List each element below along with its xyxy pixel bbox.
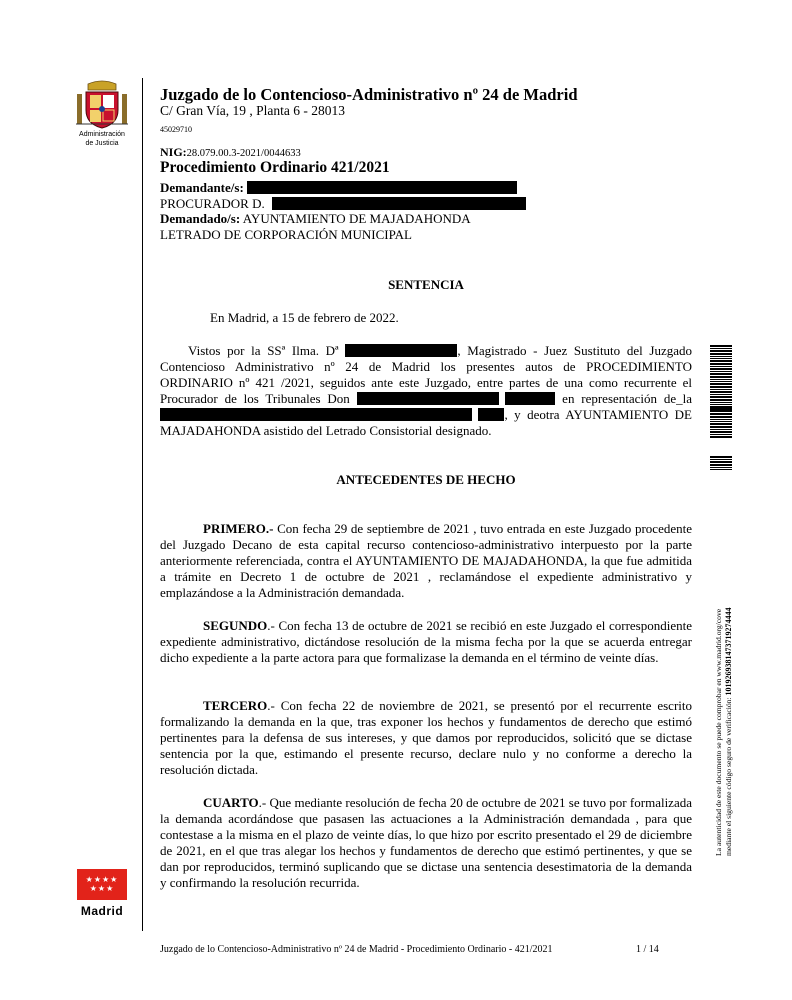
barcode-stripe [710, 464, 732, 466]
segundo-paragraph: SEGUNDO.- Con fecha 13 de octubre de 2021 se recibió en este Juzgado el correspondiente expediente administrativo, dictándose resolución de la misma fecha por la que se acuerda entregar dicho expediente a la parte actora para que formalizase la demanda en el término de veinte días. [160, 618, 692, 665]
barcode-stripe [710, 456, 732, 458]
barcode-stripe [710, 421, 732, 422]
barcode-stripe [710, 350, 732, 351]
barcode-top [710, 345, 732, 405]
flag-stars: ★★★★★★★ [85, 875, 119, 893]
barcode-small [710, 456, 732, 470]
court-address: C/ Gran Vía, 19 , Planta 6 - 28013 [160, 103, 345, 118]
lawyer-line: LETRADO DE CORPORACIÓN MUNICIPAL [160, 227, 412, 242]
barcode-stripe [710, 431, 732, 433]
barcode-stripe [710, 345, 732, 347]
barcode-stripe [710, 371, 732, 372]
nig-line: NIG:28.079.00.3-2021/0044633 [160, 145, 301, 159]
barcode-stripe [710, 461, 732, 462]
redaction-bar [357, 392, 499, 405]
tercero-paragraph: TERCERO.- Con fecha 22 de noviembre de 2021, se presentó por el recurrente escrito formalizando la demanda en la que, tras exponer los hechos y fundamentos de derecho que estimó pertinentes para la defensa de sus intereses, y que damos por reproducidos, solicitó que se dictase sentencia por la que, estimando el presente recurso, declare nulo y no conforme a derecho la resolución dictada. [160, 698, 692, 777]
barcode-stripe [710, 423, 732, 425]
barcode-stripe [710, 358, 732, 359]
cuarto-paragraph: CUARTO.- Que mediante resolución de fecha 20 de octubre de 2021 se tuvo por formalizada la demanda acordándose que pasasen las actuaciones a la Administración demandada , para que contestase a la misma en el plazo de veinte días, lo que hizo por escrito presentado el 29 de diciembre de 2021, en el que tras alegar los hechos y fundamentos de derecho que estimó pertinentes, y que se dan por reproducidos, terminó suplicando que se dictase una sentencia desestimatoria de la demanda y confirmando la resolución recurrida. [160, 795, 692, 890]
footer-text: Juzgado de lo Contencioso-Administrativo nº 24 de Madrid - Procedimiento Ordinario - 421/2021 [160, 944, 553, 955]
barcode-stripe [710, 353, 732, 355]
barcode-stripe [710, 391, 732, 393]
date-line: En Madrid, a 15 de febrero de 2022. [210, 310, 399, 325]
barcode-stripe [710, 396, 732, 397]
barcode-stripe [710, 416, 732, 418]
barcode-stripe [710, 429, 732, 430]
redaction-bar [272, 197, 526, 210]
barcode-stripe [710, 368, 732, 370]
barcode-stripe [710, 459, 732, 460]
barcode-stripe [710, 434, 732, 435]
barcode-stripe [710, 467, 732, 468]
redaction-bar [505, 392, 555, 405]
barcode-stripe [710, 366, 732, 367]
coat-of-arms-icon [76, 80, 128, 130]
page-number: 1 / 14 [636, 944, 659, 955]
redaction-bar [160, 408, 472, 421]
barcode-stripe [710, 386, 732, 387]
barcode-stripe [710, 379, 732, 380]
barcode-stripe [710, 436, 732, 437]
barcode-stripe [710, 404, 732, 405]
redaction-bar [247, 181, 517, 194]
barcode-stripe [710, 381, 732, 382]
madrid-logo-label: Madrid [80, 904, 124, 918]
barcode-stripe [710, 389, 732, 390]
court-title: Juzgado de lo Contencioso-Administrativo nº 24 de Madrid [160, 85, 578, 104]
barcode-stripe [710, 373, 732, 374]
redaction-bar [478, 408, 504, 421]
barcode-stripe [710, 426, 732, 427]
barcode-stripe [710, 356, 732, 357]
vistos-paragraph: Vistos por la SSª Ilma. Dª , Magistrado - Juez Sustituto del Juzgado Contencioso Administrativo nº 24 de Madrid los presentes autos de PROCEDIMIENTO ORDINARIO nº 421 /2021, seguidos ante este Juzgado, entre partes de una como recurrente el Procurador de los Tribunales Don en representación de_la , y deotra AYUNTAMIENTO DE MAJADAHONDA asistido del Letrado Consistorial designado. [160, 343, 693, 438]
sentencia-title: SENTENCIA [388, 277, 464, 292]
barcode-stripe [710, 413, 732, 414]
barcode-stripe [710, 411, 732, 412]
redaction-bar [345, 344, 457, 357]
barcode-stripe [710, 394, 732, 395]
margin-rule [142, 78, 143, 931]
barcode-stripe [710, 383, 732, 385]
barcode-stripe [710, 399, 732, 401]
barcode-stripe [710, 419, 732, 420]
verification-text: La autenticidad de este documento se puede comprobar en www.madrid.org/cove mediante el siguiente código seguro de verificación: 1019269381473719274444 [714, 607, 733, 856]
barcode-stripe [710, 402, 732, 403]
defendant-line: Demandado/s: AYUNTAMIENTO DE MAJADAHONDA [160, 211, 471, 226]
barcode-middle [710, 408, 732, 436]
court-code: 45029710 [160, 125, 192, 134]
antecedentes-title: ANTECEDENTES DE HECHO [336, 472, 516, 487]
administracion-justicia-label: Administración de Justicia [79, 131, 125, 147]
barcode-stripe [710, 408, 732, 410]
barcode-stripe [710, 348, 732, 349]
madrid-flag-icon [77, 869, 127, 900]
plaintiff-line: Demandante/s: [160, 180, 517, 196]
barcode-stripe [710, 360, 732, 362]
barcode-stripe [710, 469, 732, 470]
procedure-title: Procedimiento Ordinario 421/2021 [160, 159, 390, 176]
procurator-line: PROCURADOR D. [160, 196, 526, 212]
primero-paragraph: PRIMERO.- Con fecha 29 de septiembre de 2021 , tuvo entrada en este Juzgado procedente del Juzgado Decano de esta capital recurso contencioso-administrativo interpuesto por la parte anteriormente referenciada, contra el AYUNTAMIENTO DE MAJADAHONDA, la que fue admitida a trámite en Decreto 1 de octubre de 2021 , reclamándose el expediente administrativo y emplazándose a la Administración demandada. [160, 521, 692, 600]
barcode-stripe [710, 363, 732, 364]
barcode-stripe [710, 376, 732, 378]
